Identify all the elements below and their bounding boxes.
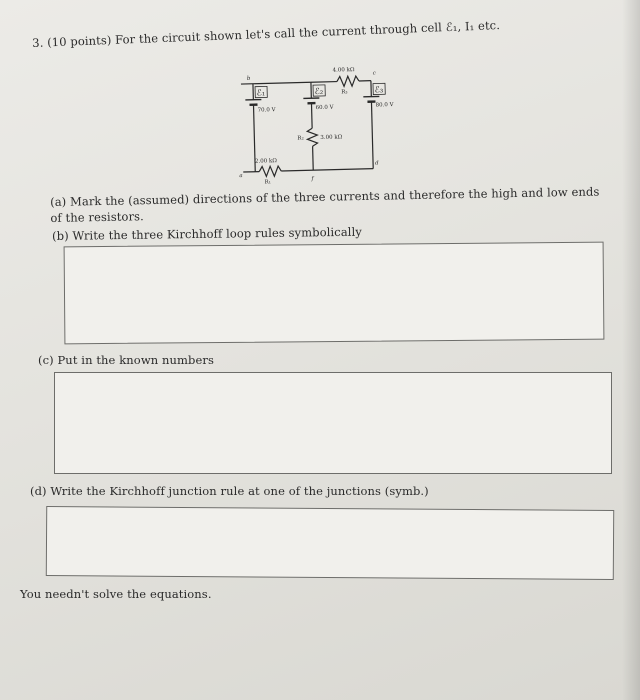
emf2-voltage: 60.0 V [315, 104, 334, 112]
node-d: d [375, 160, 379, 167]
r1-label: R₁ [264, 179, 271, 186]
footer-note: You needn't solve the equations. [20, 587, 212, 601]
answer-box-c[interactable] [54, 372, 612, 474]
r3-value: 4.00 kΩ [332, 67, 355, 74]
circuit-diagram [228, 56, 411, 191]
part-c-text: (c) Put in the known numbers [38, 353, 215, 367]
r2-label: R₂ [297, 135, 304, 142]
node-b: b [246, 75, 251, 82]
answer-box-b[interactable] [64, 242, 605, 345]
part-d-text: (d) Write the Kirchhoff junction rule at one of the junctions (symb.) [30, 484, 429, 498]
answer-box-d[interactable] [46, 506, 614, 580]
page-shadow [622, 0, 640, 700]
node-f: f [311, 176, 314, 183]
question-header: 3. (10 points) For the circuit shown let's call the current through cell ℰ₁, I₁ etc. [32, 18, 501, 50]
r2-value: 3.00 kΩ [320, 134, 343, 141]
node-c: c [372, 70, 376, 77]
emf3-label: ℰ₃ [374, 85, 384, 96]
part-a-text: (a) Mark the (assumed) directions of the three currents and therefore the high and low ends of the resistors. [50, 184, 600, 225]
emf3-voltage: 80.0 V [375, 102, 394, 109]
r1-value: 2.00 kΩ [254, 158, 277, 165]
emf2-label: ℰ₂ [314, 86, 324, 98]
node-a: a [239, 173, 243, 180]
r3-label: R₃ [341, 89, 348, 96]
emf1-label: ℰ₁ [256, 88, 266, 99]
emf1-voltage: 70.0 V [257, 107, 276, 114]
part-b-text: (b) Write the three Kirchhoff loop rules symbolically [52, 224, 362, 243]
